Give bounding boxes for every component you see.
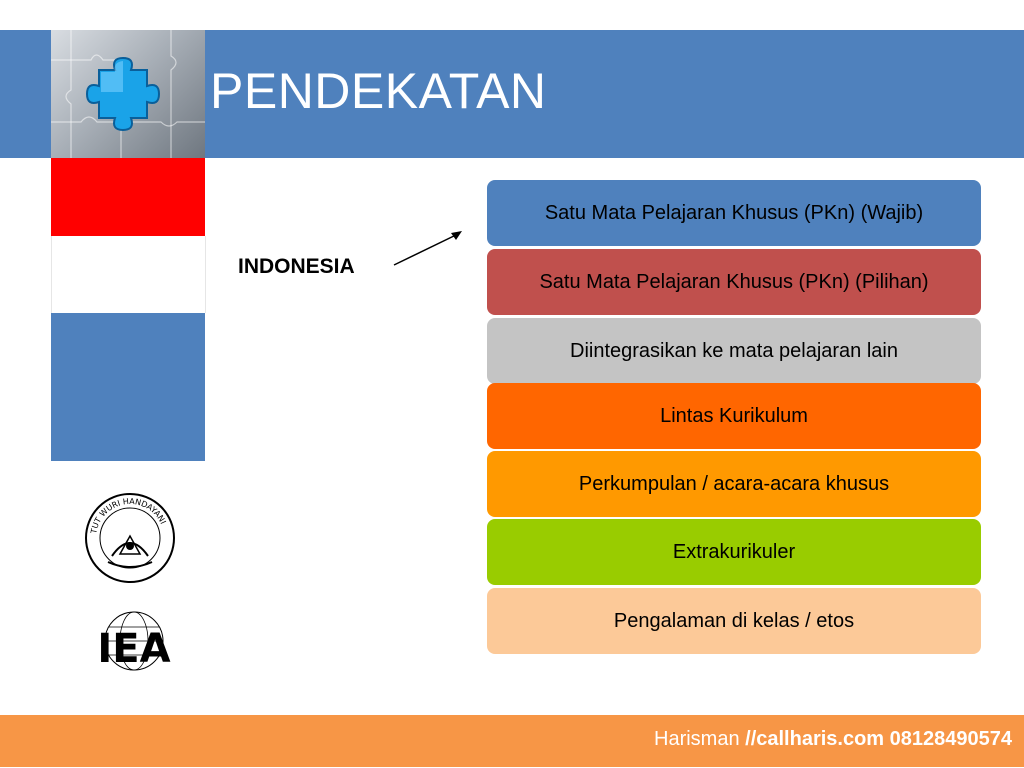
approach-item: Lintas Kurikulum	[487, 383, 981, 449]
puzzle-logo	[51, 30, 205, 158]
arrow-icon	[390, 225, 470, 270]
footer-bar	[0, 715, 1024, 767]
indonesia-label: INDONESIA	[238, 255, 355, 278]
iea-logo-text: IEA	[97, 626, 171, 672]
approach-item: Pengalaman di kelas / etos	[487, 588, 981, 654]
footer-contact: //callharis.com 08128490574	[739, 728, 1012, 750]
approach-item: Satu Mata Pelajaran Khusus (PKn) (Pilihan)	[487, 249, 981, 315]
approach-item: Extrakurikuler	[487, 519, 981, 585]
puzzle-piece-icon	[51, 30, 205, 158]
footer-text	[654, 728, 1012, 751]
approach-item: Satu Mata Pelajaran Khusus (PKn) (Wajib)	[487, 180, 981, 246]
flag-red-stripe	[51, 158, 205, 236]
tut-wuri-handayani-logo	[82, 490, 178, 586]
flag-blue-block	[51, 313, 205, 461]
approach-item: Diintegrasikan ke mata pelajaran lain	[487, 318, 981, 384]
footer-author: Harisman	[654, 728, 740, 750]
page-title: PENDEKATAN	[210, 63, 547, 119]
flag-white-stripe	[51, 236, 206, 313]
approach-item: Perkumpulan / acara-acara khusus	[487, 451, 981, 517]
svg-text:TUT WURI HANDAYANI: TUT WURI HANDAYANI	[89, 496, 168, 535]
iea-logo	[88, 610, 180, 672]
